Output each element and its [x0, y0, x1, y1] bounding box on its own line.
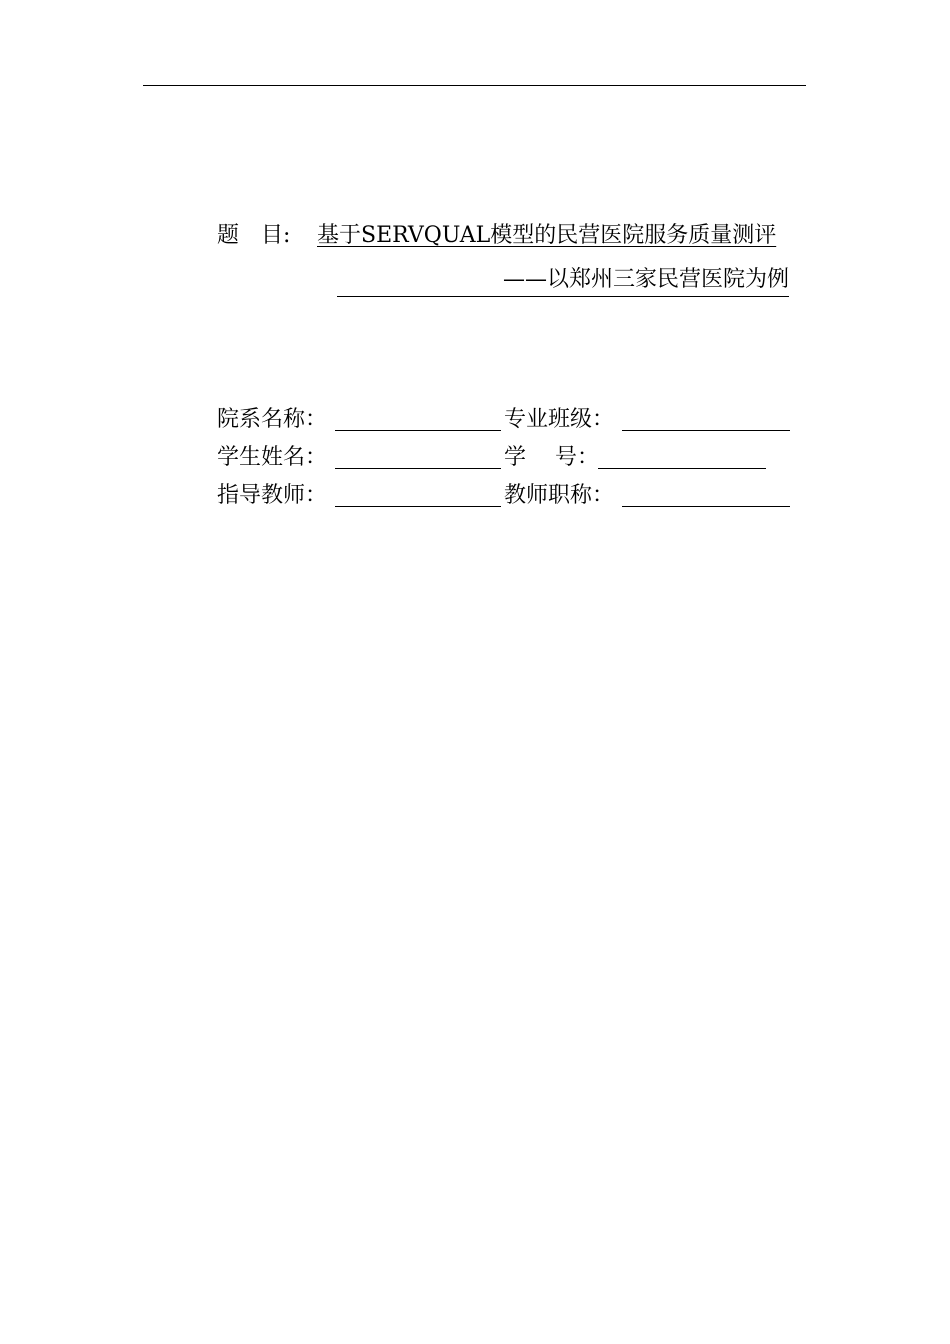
student-id-blank[interactable] — [598, 468, 766, 469]
major-class-blank[interactable] — [622, 430, 790, 431]
title-row-sub — [217, 262, 817, 306]
department-label: 院系名称： — [217, 407, 328, 432]
title-sub: ——以郑州三家民营医院为例 — [502, 267, 789, 292]
title-sub-underline — [337, 262, 789, 297]
advisor-label: 指导教师： — [217, 483, 328, 508]
title-label: 题 目: — [217, 223, 291, 248]
title-block — [217, 218, 817, 306]
info-row-department — [217, 403, 797, 441]
advisor-blank[interactable] — [335, 506, 501, 507]
header-rule — [143, 85, 806, 86]
student-name-blank[interactable] — [335, 468, 501, 469]
info-row-advisor — [217, 479, 797, 517]
major-class-label: 专业班级： — [504, 407, 615, 432]
title-main: 基于SERVQUAL模型的民营医院服务质量测评 — [317, 223, 777, 248]
title-row-main — [217, 218, 817, 262]
student-id-label: 学 号： — [504, 445, 599, 470]
department-blank[interactable] — [335, 430, 501, 431]
advisor-title-blank[interactable] — [622, 506, 790, 507]
info-block — [217, 403, 797, 517]
info-row-student — [217, 441, 797, 479]
advisor-title-label: 教师职称： — [504, 483, 615, 508]
student-name-label: 学生姓名： — [217, 445, 328, 470]
